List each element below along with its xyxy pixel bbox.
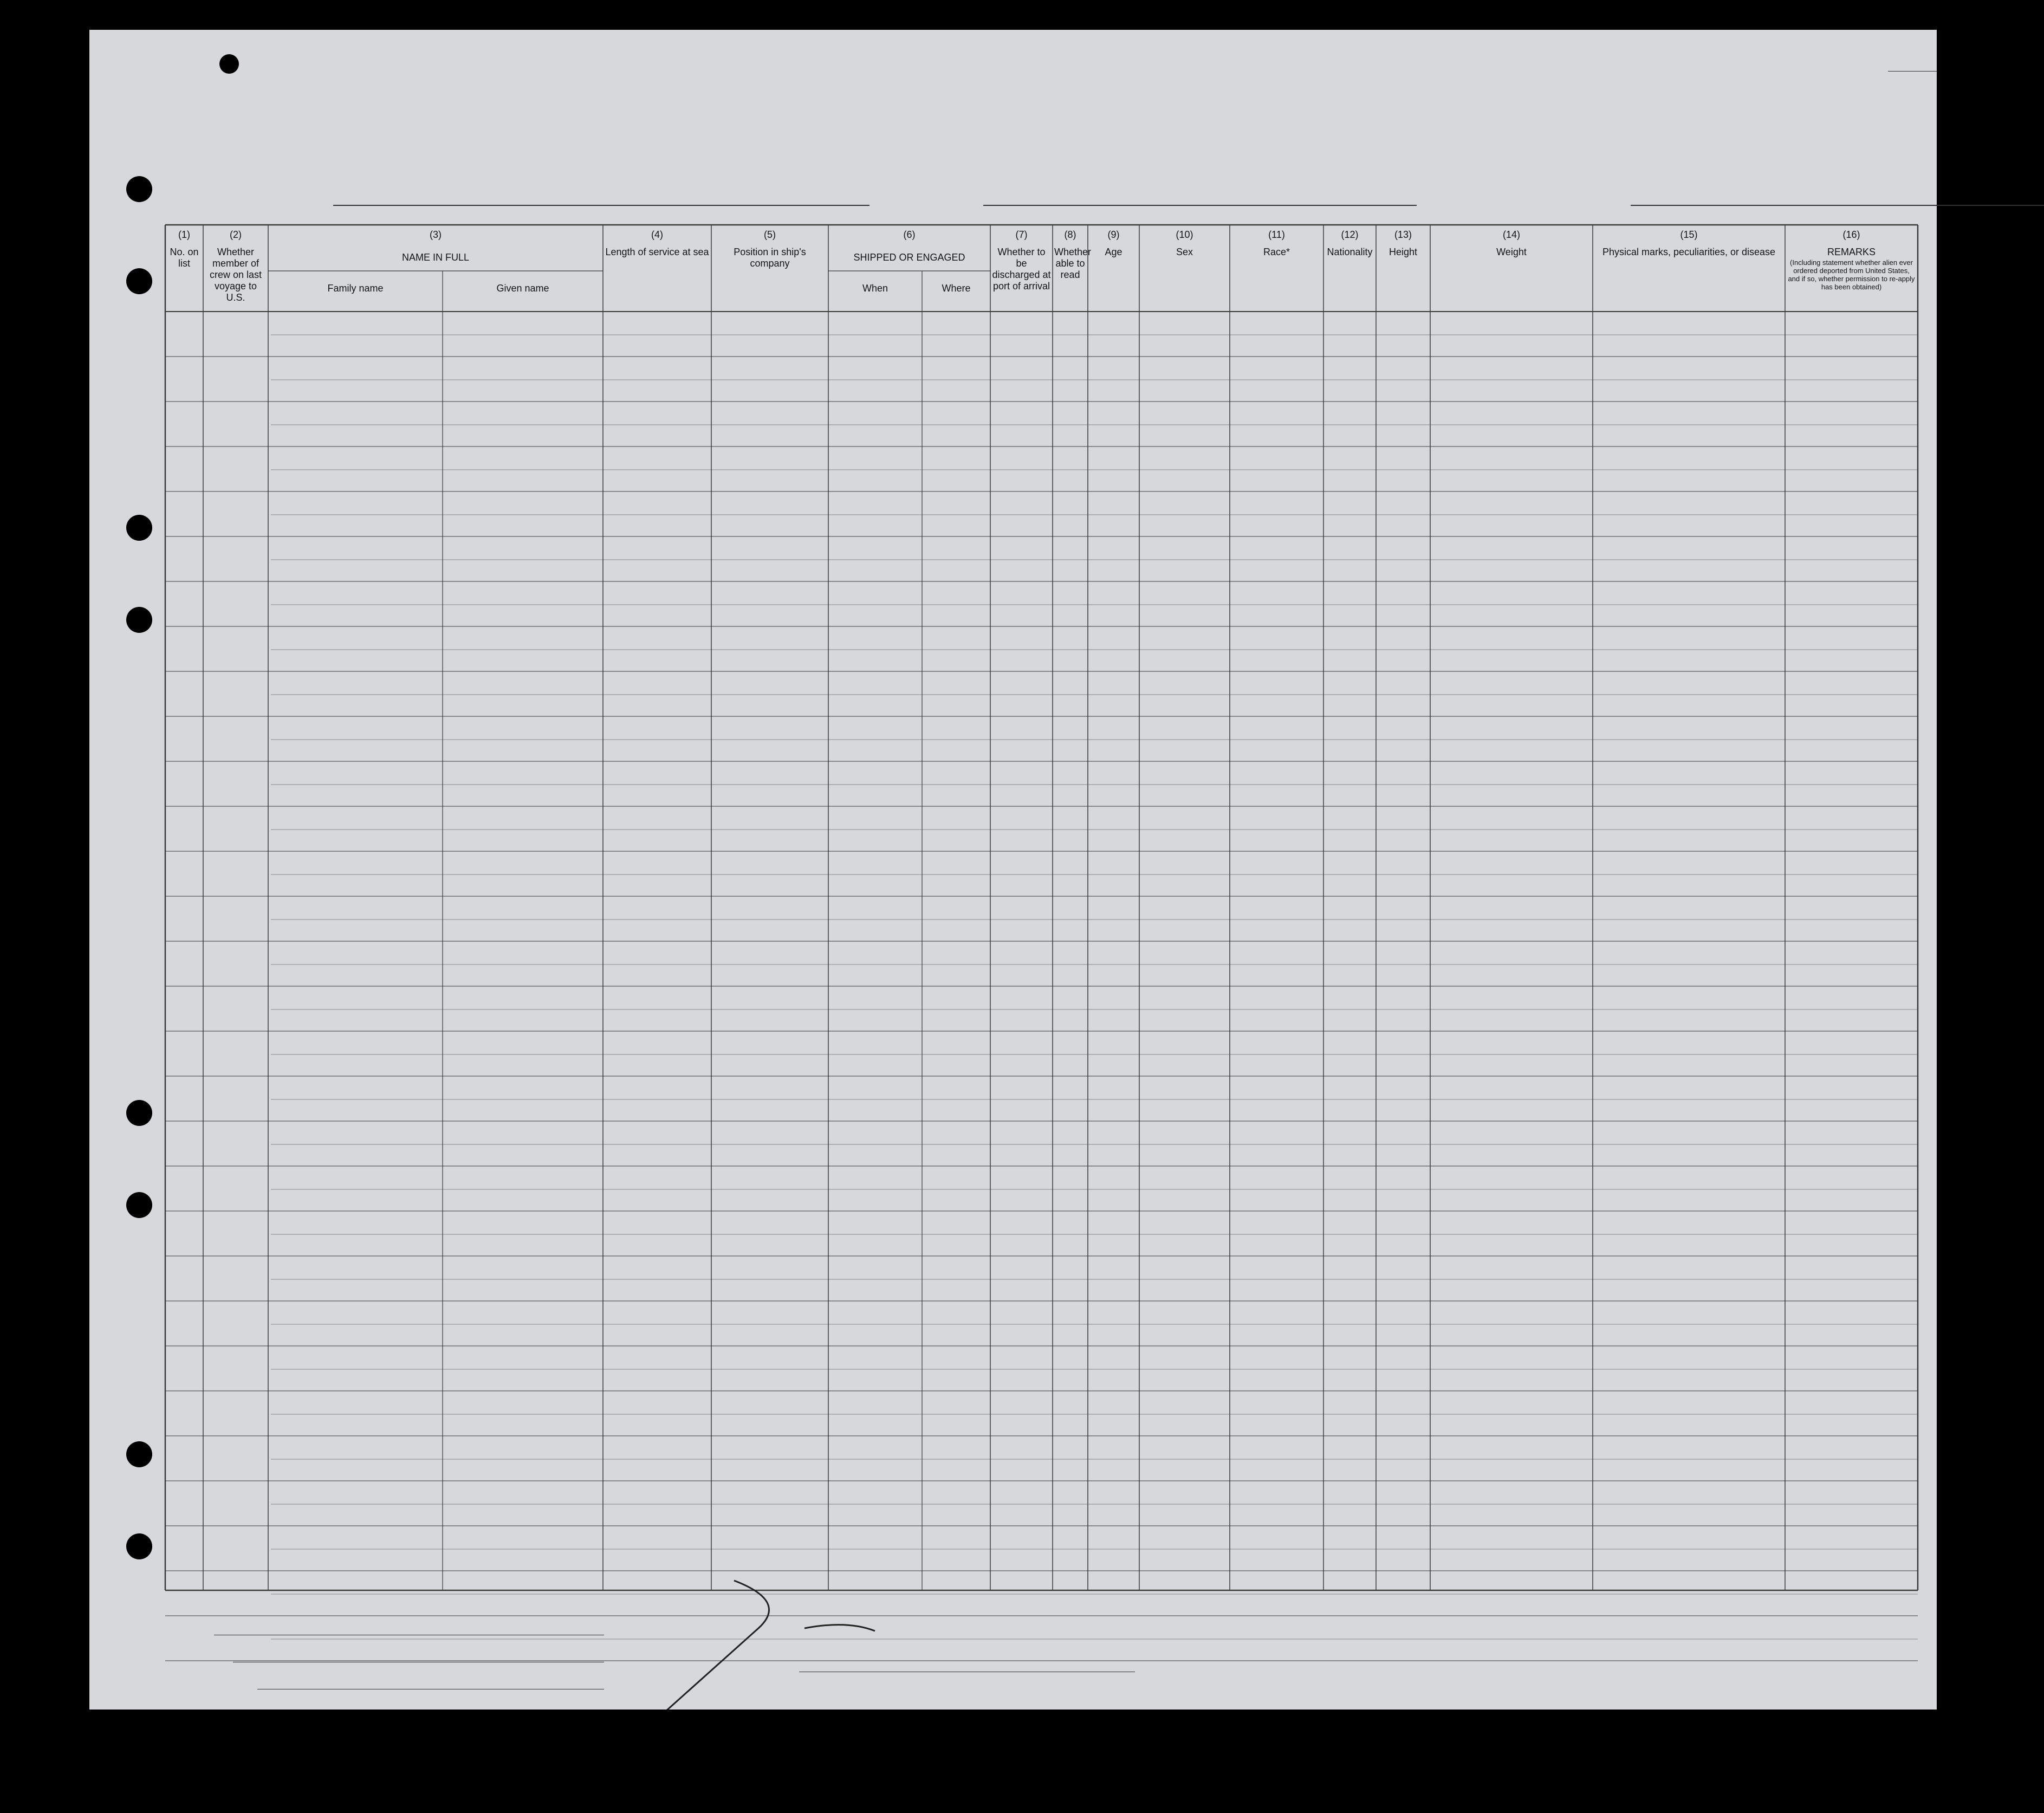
column-label: REMARKS [1827, 247, 1876, 257]
column-label: Height [1388, 247, 1418, 257]
column-label: Position in ship's company [734, 247, 806, 269]
column-label: No. on list [170, 247, 199, 269]
manifest-sheet [89, 30, 1937, 1710]
column-number: (9) [1107, 229, 1120, 240]
column-sublabel: Given name [496, 283, 549, 294]
column-subtext: (Including statement whether alien ever ordered deported from United States, and if so, whether permission to re-apply has been obtained) [1788, 258, 1915, 291]
column-number: (1) [178, 229, 190, 240]
column-number: (13) [1394, 229, 1412, 240]
column-number: (14) [1502, 229, 1520, 240]
column-number: (16) [1842, 229, 1860, 240]
column-number: (10) [1176, 229, 1193, 240]
column-number: (6) [903, 229, 916, 240]
column-number: (7) [1015, 229, 1028, 240]
column-label: Whether able to read [1054, 247, 1092, 280]
handwritten-strokes [89, 30, 1937, 1710]
column-label: Length of service at sea [605, 247, 709, 257]
column-label: Whether member of crew on last voyage to U.S. [209, 247, 262, 303]
column-label: Whether to be discharged at port of arrival [992, 247, 1051, 292]
column-sublabel: Family name [327, 283, 384, 294]
column-number: (12) [1341, 229, 1359, 240]
column-label: Sex [1176, 247, 1193, 257]
column-label: NAME IN FULL [401, 252, 470, 263]
column-sublabel: Where [942, 283, 971, 294]
column-label: Physical marks, peculiarities, or disease [1602, 247, 1776, 257]
column-label: SHIPPED OR ENGAGED [853, 252, 965, 263]
column-label: Nationality [1327, 247, 1373, 257]
column-label: Age [1105, 247, 1122, 257]
column-number: (4) [651, 229, 663, 240]
column-number: (8) [1064, 229, 1076, 240]
column-number: (3) [430, 229, 442, 240]
column-label: Race* [1263, 247, 1290, 257]
column-number: (2) [230, 229, 242, 240]
column-sublabel: When [862, 283, 888, 294]
column-number: (11) [1268, 229, 1285, 240]
column-number: (5) [764, 229, 776, 240]
column-number: (15) [1680, 229, 1698, 240]
column-label: Weight [1496, 247, 1527, 257]
